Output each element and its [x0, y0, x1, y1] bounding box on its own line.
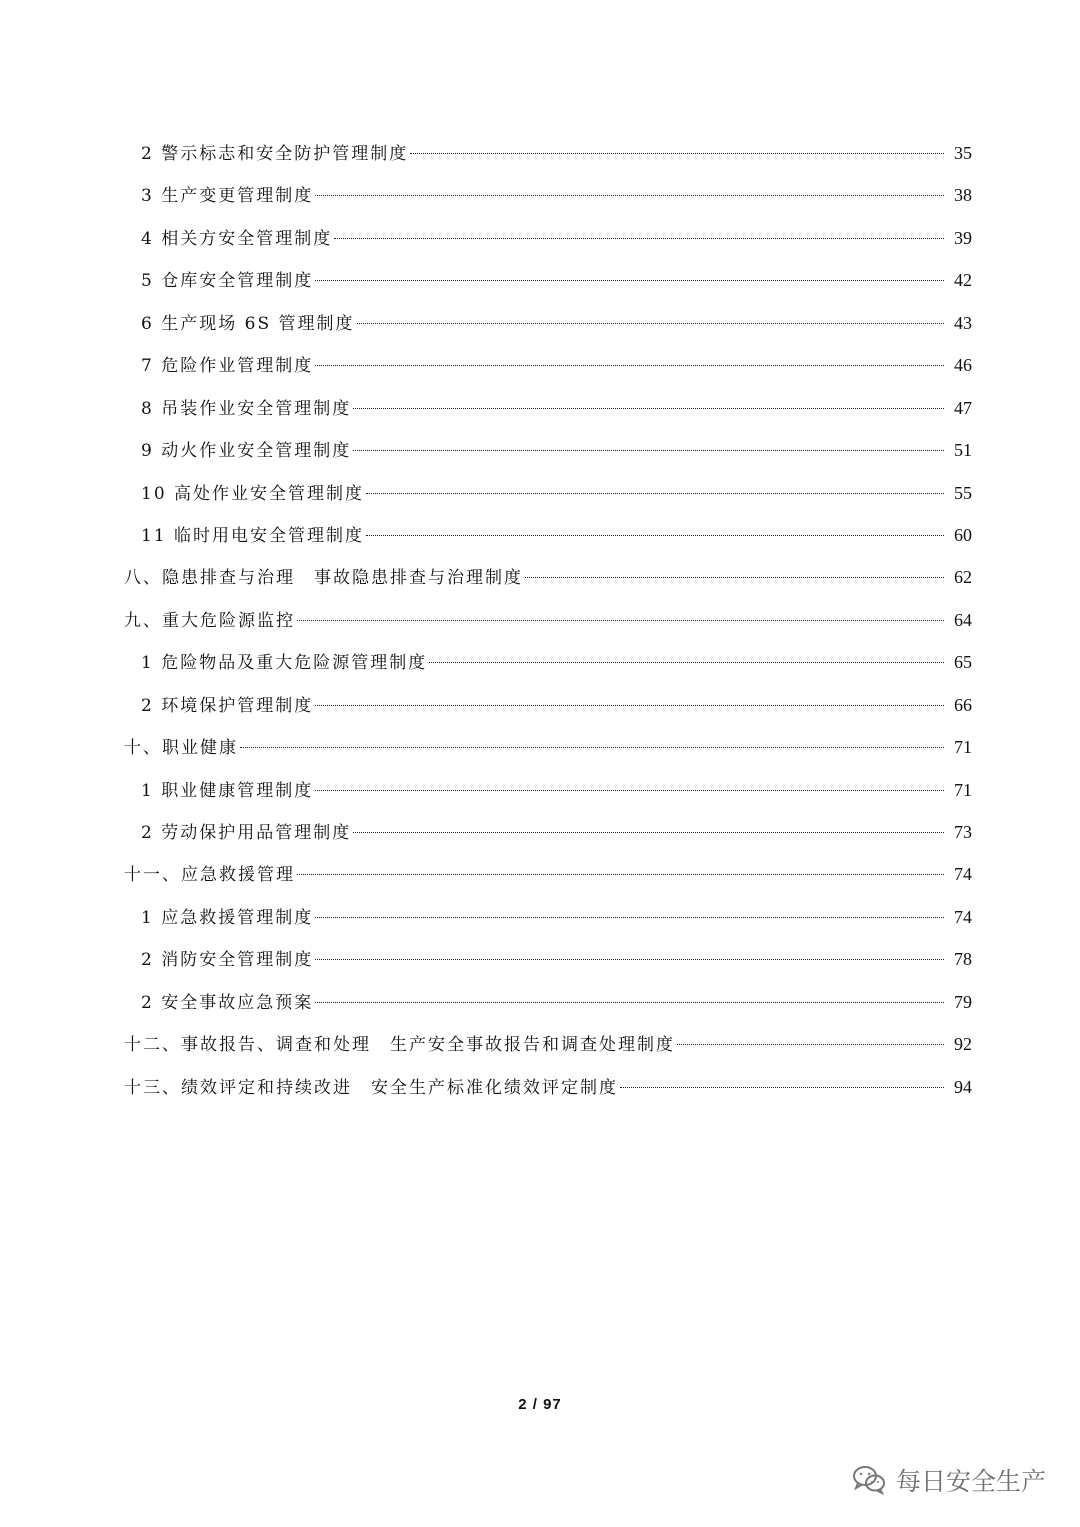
toc-label: 1 应急救援管理制度: [141, 907, 314, 928]
toc-label: 11 临时用电安全管理制度: [141, 525, 365, 546]
toc-leader-dots: [366, 535, 944, 536]
toc-page-number: 60: [954, 524, 972, 545]
toc-row[interactable]: [124, 556, 972, 598]
toc-page-number: 71: [954, 779, 972, 800]
toc-row[interactable]: [124, 599, 972, 641]
toc-page-number: 92: [954, 1034, 972, 1055]
toc-leader-dots: [315, 195, 944, 196]
toc-row[interactable]: [124, 938, 972, 980]
toc-page-number: 42: [954, 270, 972, 291]
toc-leader-dots: [677, 1044, 944, 1045]
toc-label: 1 危险物品及重大危险源管理制度: [141, 653, 428, 674]
toc-row[interactable]: [124, 174, 972, 216]
toc-page-number: 65: [954, 652, 972, 673]
toc-leader-dots: [315, 917, 944, 918]
toc-leader-dots: [315, 280, 944, 281]
toc-leader-dots: [353, 408, 944, 409]
toc-row[interactable]: [124, 641, 972, 683]
toc-row[interactable]: [124, 387, 972, 429]
toc-row[interactable]: [124, 811, 972, 853]
toc-label: 3 生产变更管理制度: [141, 186, 314, 207]
toc-row[interactable]: [124, 853, 972, 895]
toc-row[interactable]: [124, 132, 972, 174]
toc-page-number: 74: [954, 906, 972, 927]
toc-label: 10 高处作业安全管理制度: [141, 483, 365, 504]
toc-leader-dots: [353, 832, 944, 833]
toc-leader-dots: [334, 238, 944, 239]
toc-leader-dots: [315, 365, 944, 366]
toc-label: 十、职业健康: [124, 738, 238, 759]
toc-page-number: 47: [954, 397, 972, 418]
toc-label: 7 危险作业管理制度: [141, 356, 314, 377]
toc-page-number: 55: [954, 482, 972, 503]
toc-page-number: 51: [954, 440, 972, 461]
toc-page-number: 79: [954, 991, 972, 1012]
toc-label: 6 生产现场 6S 管理制度: [141, 313, 355, 334]
wechat-icon: [852, 1465, 886, 1495]
toc-label: 8 吊装作业安全管理制度: [141, 398, 352, 419]
toc-leader-dots: [525, 577, 944, 578]
toc-label: 2 消防安全管理制度: [141, 950, 314, 971]
toc-label: 4 相关方安全管理制度: [141, 228, 333, 249]
toc-row[interactable]: [124, 769, 972, 811]
toc-leader-dots: [366, 493, 944, 494]
toc-page-number: 78: [954, 949, 972, 970]
toc-leader-dots: [357, 323, 945, 324]
toc-label: 十三、绩效评定和持续改进 安全生产标准化绩效评定制度: [124, 1077, 618, 1098]
toc-leader-dots: [315, 790, 944, 791]
toc-leader-dots: [410, 153, 944, 154]
watermark-text: 每日安全生产: [895, 1467, 1046, 1496]
toc-page-number: 64: [954, 609, 972, 630]
toc-leader-dots: [315, 959, 944, 960]
toc-label: 2 安全事故应急预案: [141, 992, 314, 1013]
toc-row[interactable]: [124, 1023, 972, 1065]
toc-leader-dots: [315, 705, 944, 706]
toc-label: 八、隐患排查与治理 事故隐患排查与治理制度: [124, 568, 523, 589]
toc-row[interactable]: [124, 896, 972, 938]
watermark: [852, 1462, 1046, 1498]
toc-leader-dots: [240, 747, 944, 748]
toc-leader-dots: [315, 1002, 944, 1003]
toc-page-number: 39: [954, 227, 972, 248]
toc-page-number: 62: [954, 567, 972, 588]
toc-leader-dots: [429, 662, 944, 663]
toc-row[interactable]: [124, 302, 972, 344]
toc-label: 5 仓库安全管理制度: [141, 271, 314, 292]
toc-row[interactable]: [124, 217, 972, 259]
table-of-contents: [124, 132, 972, 1108]
toc-row[interactable]: [124, 981, 972, 1023]
toc-page-number: 46: [954, 355, 972, 376]
toc-row[interactable]: [124, 344, 972, 386]
toc-label: 1 职业健康管理制度: [141, 780, 314, 801]
toc-row[interactable]: [124, 726, 972, 768]
toc-page-number: 43: [954, 312, 972, 333]
toc-row[interactable]: [124, 514, 972, 556]
toc-row[interactable]: [124, 684, 972, 726]
page-indicator: 2 / 97: [518, 1396, 562, 1413]
toc-leader-dots: [620, 1087, 944, 1088]
toc-page-number: 73: [954, 822, 972, 842]
toc-label: 2 警示标志和安全防护管理制度: [141, 144, 409, 164]
toc-label: 2 劳动保护用品管理制度: [141, 823, 352, 843]
toc-row[interactable]: [124, 259, 972, 301]
toc-page-number: 38: [954, 185, 972, 206]
toc-label: 9 动火作业安全管理制度: [141, 441, 352, 462]
toc-label: 2 环境保护管理制度: [141, 695, 314, 716]
toc-row[interactable]: [124, 1066, 972, 1108]
toc-page-number: 74: [954, 864, 972, 885]
toc-page-number: 66: [954, 694, 972, 715]
toc-page-number: 71: [954, 737, 972, 758]
toc-label: 十一、应急救援管理: [124, 865, 295, 886]
toc-page-number: 35: [954, 143, 972, 163]
toc-leader-dots: [297, 874, 944, 875]
toc-label: 九、重大危险源监控: [124, 610, 295, 631]
toc-leader-dots: [297, 620, 944, 621]
toc-page-number: 94: [954, 1076, 972, 1097]
toc-label: 十二、事故报告、调查和处理 生产安全事故报告和调查处理制度: [124, 1035, 675, 1056]
toc-leader-dots: [353, 450, 944, 451]
toc-row[interactable]: [124, 472, 972, 514]
toc-row[interactable]: [124, 429, 972, 471]
